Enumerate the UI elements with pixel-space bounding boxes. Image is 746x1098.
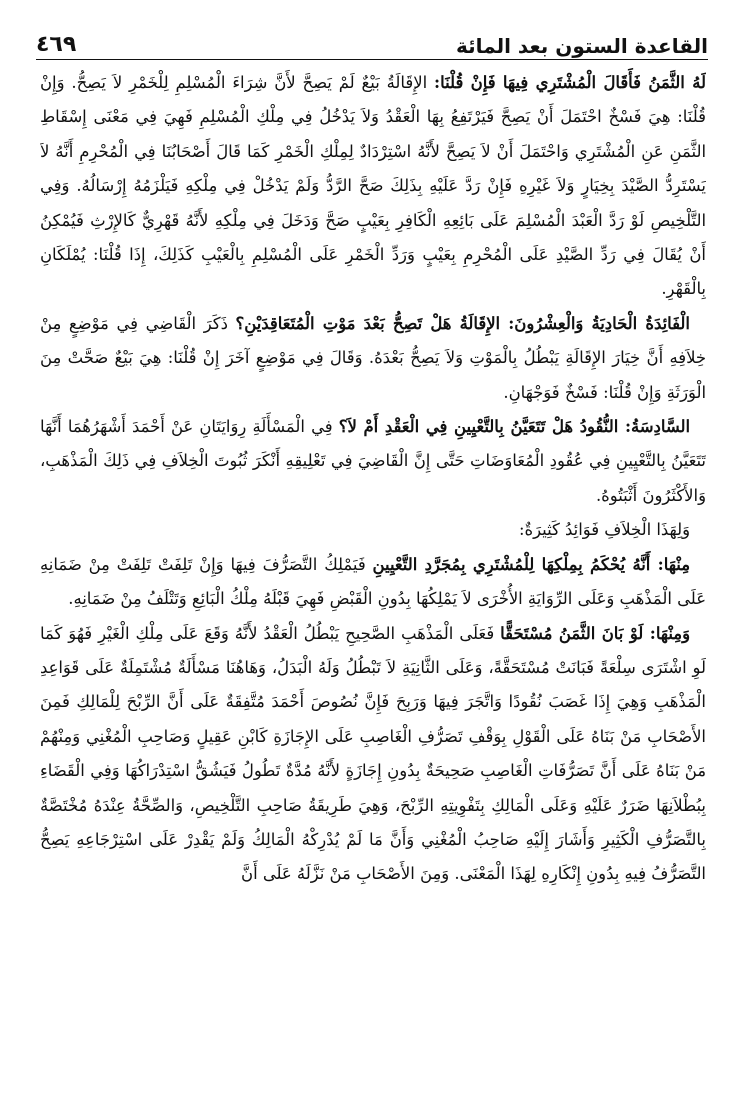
paragraph-2 bbox=[40, 307, 706, 410]
paragraph-lead: لَهُ الثَّمَنُ فَأَقَالَ الْمُشْتَرِي فِيهَا فَإِنْ قُلْنَا: bbox=[434, 73, 706, 92]
paragraph-text: الإِقَالَةُ بَيْعٌ لَمْ يَصِحَّ لأَنَّ شِرَاءَ الْمُسْلِمِ لِلْخَمْرِ لاَ يَصِحُّ. وَإِنْ قُلْنَا: هِيَ فَسْخٌ احْتَمَلَ أَنْ يَصِحَّ فَيَرْتَفِعُ بِهَا الْعَقْدُ وَلاَ يَدْخُلُ فِي مِلْكِ الْمُسْلِمِ فَهِيَ فِي مَعْنَى إِسْقَاطِ الثَّمَنِ عَنِ الْمُشْتَرِي وَاحْتَمَلَ أَنْ لاَ يَصِحَّ لأَنَّهُ اسْتِرْدَادٌ لِمِلْكِ الْخَمْرِ كَمَا قَالَ أَصْحَابُنَا فِي الْمُحْرِمِ أَنَّهُ لاَ يَسْتَرِدُّ الصَّيْدَ بِخِيَارٍ وَلاَ غَيْرِهِ فَإِنْ رَدَّ عَلَيْهِ بِذَلِكَ صَحَّ الرَّدُّ وَلَمْ يَدْخُلْ فِي مِلْكِهِ فَيَلْزَمُهُ إِرْسَالُهُ. وَفِي التَّلْخِيصِ لَوْ رَدَّ الْعَبْدَ الْمُسْلِمَ عَلَى بَائِعِهِ الْكَافِرِ بِعَيْبٍ صَحَّ وَدَخَلَ فِي مِلْكِهِ لأَنَّهُ قَهْرِيٌّ كَالإِرْثِ فَيُمْكِنُ أَنْ يُقَالَ فِي رَدِّ الصَّيْدِ عَلَى الْمُحْرِمِ بِعَيْبٍ وَرَدِّ الْخَمْرِ عَلَى الْمُسْلِمِ بِالْعَيْبِ كَذَلِكَ، إِذَا قُلْنَا: يُمْلَكَانِ بِالْقَهْرِ. bbox=[40, 73, 706, 299]
running-title: القاعدة الستون بعد المائة bbox=[456, 34, 708, 58]
page-body bbox=[40, 66, 706, 1076]
paragraph-text: وَلِهَذَا الْخِلاَفِ فَوَائِدُ كَثِيرَةٌ: bbox=[518, 520, 690, 540]
paragraph-3 bbox=[40, 410, 706, 513]
paragraph-lead: مِنْهَا: أَنَّهُ يُحْكَمُ بِمِلْكِهَا لِلْمُشْتَرِي بِمُجَرَّدِ التَّعْيِينِ bbox=[372, 554, 691, 574]
paragraph-4 bbox=[40, 513, 706, 547]
paragraph-1 bbox=[40, 66, 706, 307]
paragraph-text: فَيَمْلِكُ التَّصَرُّفَ فِيهَا وَإِنْ تَلِفَتْ تَلِفَتْ مِنْ ضَمَانِهِ عَلَى الْمَذْهَبِ وَعَلَى الرِّوَايَةِ الأُخْرَى لاَ يَمْلِكُهَا بِدُونِ الْقَبْضِ فَهِيَ قَبْلَهُ مِلْكُ الْبَائِعِ وَتَتْلَفُ مِنْ ضَمَانِهِ. bbox=[40, 554, 706, 609]
page-number: ٤٦٩ bbox=[36, 32, 77, 57]
paragraph-lead: وَمِنْهَا: لَوْ بَانَ الثَّمَنُ مُسْتَحَقًّا bbox=[500, 623, 691, 643]
paragraph-text: ذَكَرَ الْقَاضِي فِي مَوْضِعٍ مِنْ خِلاَفِهِ أَنَّ خِيَارَ الإِقَالَةِ يَبْطُلُ بِالْمَوْتِ وَلاَ يَصِحُّ بَعْدَهُ. وَقَالَ فِي مَوْضِعٍ آخَرَ إِنْ قُلْنَا: هِيَ بَيْعٌ صَحَّتْ مِنَ الْوَرَثَةِ وَإِنْ قُلْنَا: فَسْخٌ فَوَجْهَانِ. bbox=[40, 313, 706, 402]
paragraph-text: فَعَلَى الْمَذْهَبِ الصَّحِيحِ يَبْطُلُ الْعَقْدُ لأَنَّهُ وَقَعَ عَلَى مِلْكِ الْغَيْرِ فَهُوَ كَمَا لَوِ اشْتَرَى سِلْعَةً فَبَانَتْ مُسْتَحَقَّةً، وَعَلَى الثَّانِيَةِ لاَ تَبْطُلُ وَلَهُ الْبَدَلُ، وَهَاهُنَا مَسْأَلَةٌ مُشْتَمِلَةٌ عَلَى قَوَاعِدِ الْمَذْهَبِ وَهِيَ إِذَا غَصَبَ نُقُودًا وَاتَّجَرَ فِيهَا وَرَبِحَ فَإِنَّ نُصُوصَ أَحْمَدَ مُتَّفِقَةٌ عَلَى أَنَّ الرِّبْحَ لِلْمَالِكِ فَمِنَ الأَصْحَابِ مَنْ بَنَاهُ عَلَى الْقَوْلِ بِوَقْفِ تَصَرُّفِ الْغَاصِبِ عَلَى الإِجَازَةِ كَابْنِ عَقِيلٍ وَصَاحِبِ الْمُغْنِي وَمِنْهُمْ مَنْ بَنَاهُ عَلَى أَنَّ تَصَرُّفَاتِ الْغَاصِبِ صَحِيحَةٌ بِدُونِ إِجَازَةٍ لأَنَّهُ مُدَّةٌ تَطُولُ فَيَشُقُّ اسْتِدْرَاكُهَا وَفِي الْقَضَاءِ بِبُطْلاَنِهَا ضَرَرٌ عَلَيْهِ وَعَلَى الْمَالِكِ بِتَفْوِيتِهِ الرِّبْحَ، وَهِيَ طَرِيقَةُ صَاحِبِ التَّلْخِيصِ، وَالصِّحَّةُ عِنْدَهُ مُخْتَصَّةٌ بِالتَّصَرُّفِ الْكَثِيرِ وَأَشَارَ إِلَيْهِ صَاحِبُ الْمُغْنِي وَأَنَّ مَا لَمْ يُدْرِكْهُ الْمَالِكُ وَلَمْ يَقْدِرْ عَلَى اسْتِرْجَاعِهِ يَصِحُّ التَّصَرُّفُ فِيهِ بِدُونِ إِنْكَارِهِ لِهَذَا الْمَعْنَى. وَمِنَ الأَصْحَابِ مَنْ نَزَّلَهُ عَلَى أَنَّ bbox=[40, 623, 706, 884]
paragraph-5 bbox=[40, 548, 706, 617]
paragraph-lead: السَّادِسَةُ: النُّقُودُ هَلْ تَتَعَيَّنُ بِالتَّعْيِينِ فِي الْعَقْدِ أَمْ لاَ؟ bbox=[338, 417, 690, 437]
paragraph-text: فِي الْمَسْأَلَةِ رِوَايَتَانِ عَنْ أَحْمَدَ أَشْهَرُهُمَا أَنَّهَا تَتَعَيَّنُ بِالتَّعْيِينِ فِي عُقُودِ الْمُعَاوَضَاتِ حَتَّى إِنَّ الْقَاضِيَ فِي تَعْلِيقِهِ أَنْكَرَ ثُبُوتَ الْخِلاَفِ فِي ذَلِكَ الْمَذْهَبِ، وَالأَكْثَرُونَ أَثْبَتُوهُ. bbox=[40, 417, 706, 505]
paragraph-lead: الْفَائِدَةُ الْحَادِيَةُ وَالْعِشْرُونَ: الإِقَالَةُ هَلْ تَصِحُّ بَعْدَ مَوْتِ الْمُتَعَاقِدَيْنِ؟ bbox=[235, 313, 690, 333]
page-header bbox=[36, 22, 708, 60]
paragraph-6 bbox=[40, 617, 706, 892]
